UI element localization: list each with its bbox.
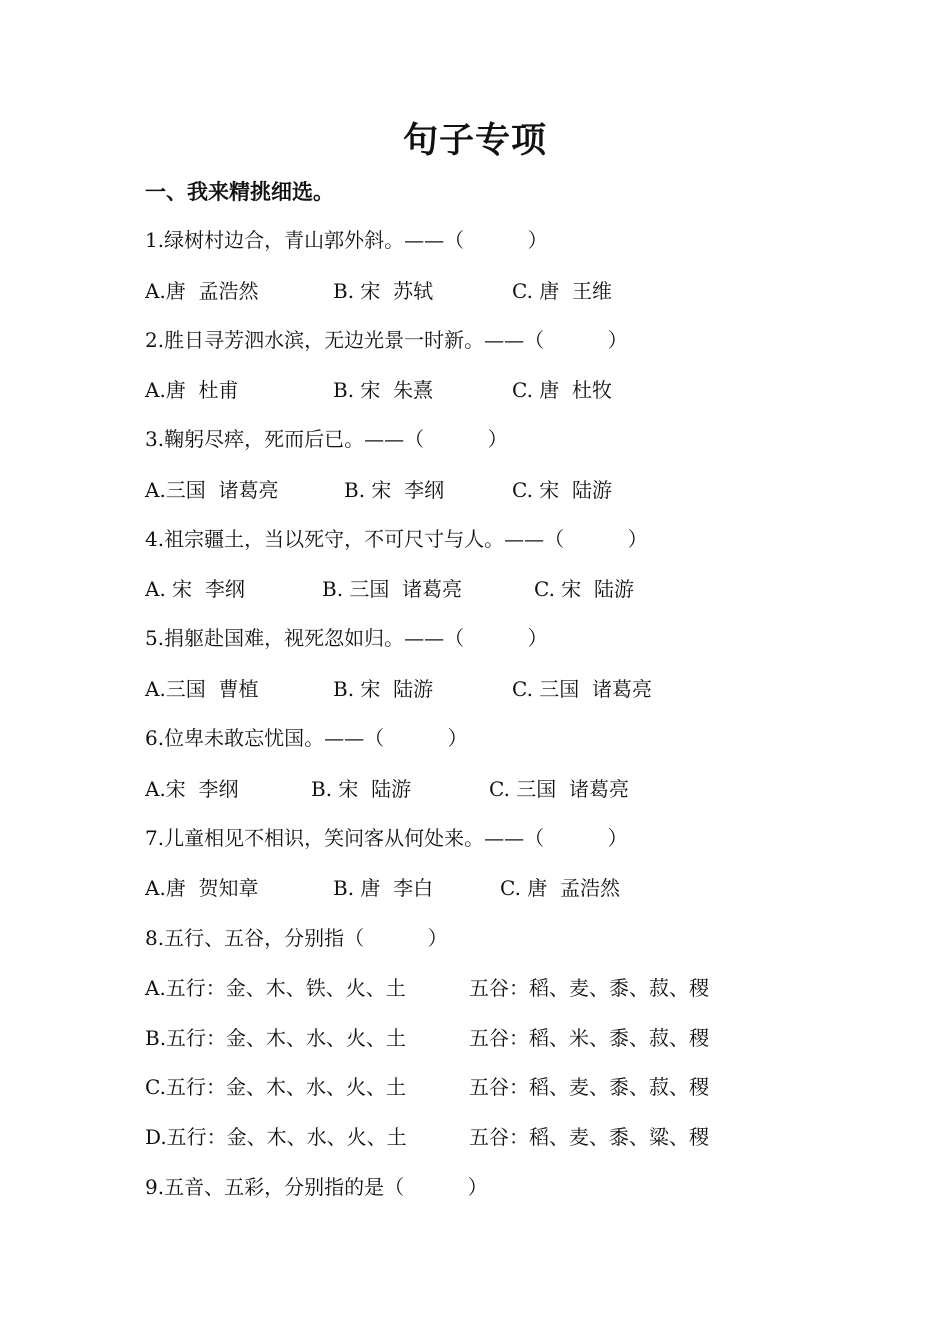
option-row	[145, 275, 805, 307]
option-a: A.唐 杜甫	[145, 378, 239, 402]
option-wuxing: B.五行：金、木、水、火、土	[145, 1026, 407, 1050]
option-a: A.宋 李纲	[145, 777, 239, 801]
option-wugu: 五谷：稻、麦、黍、菽、稷	[469, 1075, 709, 1099]
option-b: B. 三国 诸葛亮	[322, 577, 463, 601]
question-stem: 6.位卑未敢忘忧国。——（ ）	[145, 726, 468, 750]
option-wugu: 五谷：稻、米、黍、菽、稷	[469, 1026, 709, 1050]
option-b: B. 宋 苏轼	[333, 279, 434, 303]
option-c: C. 三国 诸葛亮	[512, 677, 653, 701]
option-row	[145, 773, 805, 805]
question-stem: 1.绿树村边合，青山郭外斜。——（ ）	[145, 228, 548, 252]
question-stem: 9.五音、五彩，分别指的是（ ）	[145, 1175, 488, 1199]
option-row	[145, 972, 805, 1004]
option-wugu: 五谷：稻、麦、黍、粱、稷	[469, 1125, 709, 1149]
option-c: C. 宋 陆游	[534, 577, 635, 601]
option-c: C. 唐 孟浩然	[500, 876, 621, 900]
question-stem: 4.祖宗疆土，当以死守，不可尺寸与人。——（ ）	[145, 527, 648, 551]
option-wuxing: D.五行：金、木、水、火、土	[145, 1125, 407, 1149]
option-row	[145, 1071, 805, 1103]
option-row	[145, 673, 805, 705]
option-a: A.唐 孟浩然	[145, 279, 259, 303]
option-wuxing: C.五行：金、木、水、火、土	[145, 1075, 406, 1099]
question-stem: 7.儿童相见不相识，笑问客从何处来。——（ ）	[145, 826, 628, 850]
option-b: B. 宋 朱熹	[333, 378, 434, 402]
option-row	[145, 573, 805, 605]
section-heading: 一、我来精挑细选。	[145, 180, 334, 204]
option-c: C. 三国 诸葛亮	[489, 777, 630, 801]
question-stem: 8.五行、五谷，分别指（ ）	[145, 926, 448, 950]
option-b: B. 宋 李纲	[344, 478, 445, 502]
option-row	[145, 1022, 805, 1054]
option-row	[145, 872, 805, 904]
option-b: B. 唐 李白	[333, 876, 434, 900]
option-wuxing: A.五行：金、木、铁、火、土	[145, 976, 406, 1000]
option-row	[145, 374, 805, 406]
option-a: A.三国 诸葛亮	[145, 478, 279, 502]
option-c: C. 唐 王维	[512, 279, 613, 303]
option-b: B. 宋 陆游	[333, 677, 434, 701]
option-a: A. 宋 李纲	[145, 577, 245, 601]
question-stem: 3.鞠躬尽瘁，死而后已。——（ ）	[145, 427, 508, 451]
option-c: C. 宋 陆游	[512, 478, 613, 502]
option-wugu: 五谷：稻、麦、黍、菽、稷	[469, 976, 709, 1000]
question-stem: 2.胜日寻芳泗水滨，无边光景一时新。——（ ）	[145, 328, 628, 352]
option-b: B. 宋 陆游	[311, 777, 412, 801]
option-row	[145, 474, 805, 506]
option-row	[145, 1121, 805, 1153]
option-a: A.三国 曹植	[145, 677, 259, 701]
question-stem: 5.捐躯赴国难，视死忽如归。——（ ）	[145, 626, 548, 650]
page-title: 句子专项	[402, 121, 547, 161]
option-c: C. 唐 杜牧	[512, 378, 613, 402]
option-a: A.唐 贺知章	[145, 876, 259, 900]
